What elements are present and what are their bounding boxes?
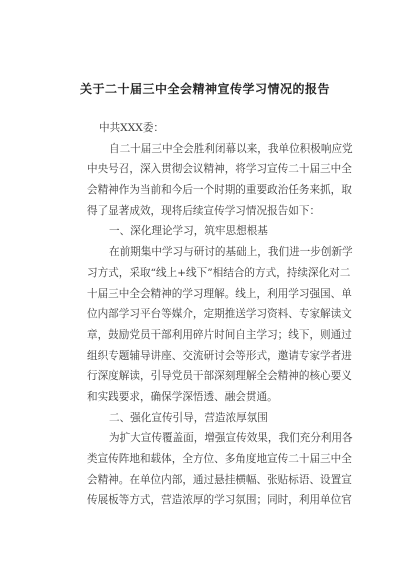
document-title: 关于二十届三中全会精神宣传学习情况的报告 <box>79 82 330 96</box>
paragraph-line: 行深度解读，引导党员干部深刻理解全会精神的核心要义 <box>87 370 352 383</box>
paragraph-line: 习方式，采取“线上+线下”相结合的方式，持续深化对二 <box>87 266 351 279</box>
paragraph-line: 位内部学习平台等媒介，定期推送学习资料、专家解读文 <box>87 308 352 321</box>
paragraph-line: 中央号召，深入贯彻会议精神，将学习宣传二十届三中全 <box>87 163 352 176</box>
paragraph-line: 十届三中全会精神的学习理解。线上，利用学习强国、单 <box>87 287 352 300</box>
paragraph-line: 和实践要求，确保学深悟透、融会贯通。 <box>87 390 278 403</box>
paragraph-line: 会精神。在单位内部，通过悬挂横幅、张贴标语、设置宣 <box>87 473 352 486</box>
paragraph-line: 自二十届三中全会胜利闭幕以来，我单位积极响应党 <box>109 142 353 155</box>
paragraph-line: 在前期集中学习与研讨的基础上，我们进一步创新学 <box>109 246 353 259</box>
salutation: 中共XXX委： <box>99 122 165 134</box>
paragraph-line: 得了显著成效，现将后续宣传学习情况报告如下： <box>87 204 321 217</box>
paragraph-line: 为扩大宣传覆盖面，增强宣传效果，我们充分利用各 <box>109 432 353 445</box>
paragraph-line: 传展板等方式，营造浓厚的学习氛围；同时，利用单位官 <box>87 494 352 507</box>
paragraph-line: 二、强化宣传引导，营造浓厚氛围 <box>109 411 268 424</box>
paragraph-line: 类宣传阵地和载体，全方位、多角度地宣传二十届三中全 <box>87 453 352 465</box>
paragraph-line: 章，鼓励党员干部利用碎片时间自主学习；线下，则通过 <box>87 328 352 341</box>
document-body <box>87 118 353 511</box>
paragraph-line: 组织专题辅导讲座、交流研讨会等形式，邀请专家学者进 <box>87 349 352 362</box>
paragraph-line: 会精神作为当前和今后一个时期的重要政治任务来抓，取 <box>87 184 352 197</box>
paragraph-line: 一、深化理论学习，筑牢思想根基 <box>109 225 268 238</box>
